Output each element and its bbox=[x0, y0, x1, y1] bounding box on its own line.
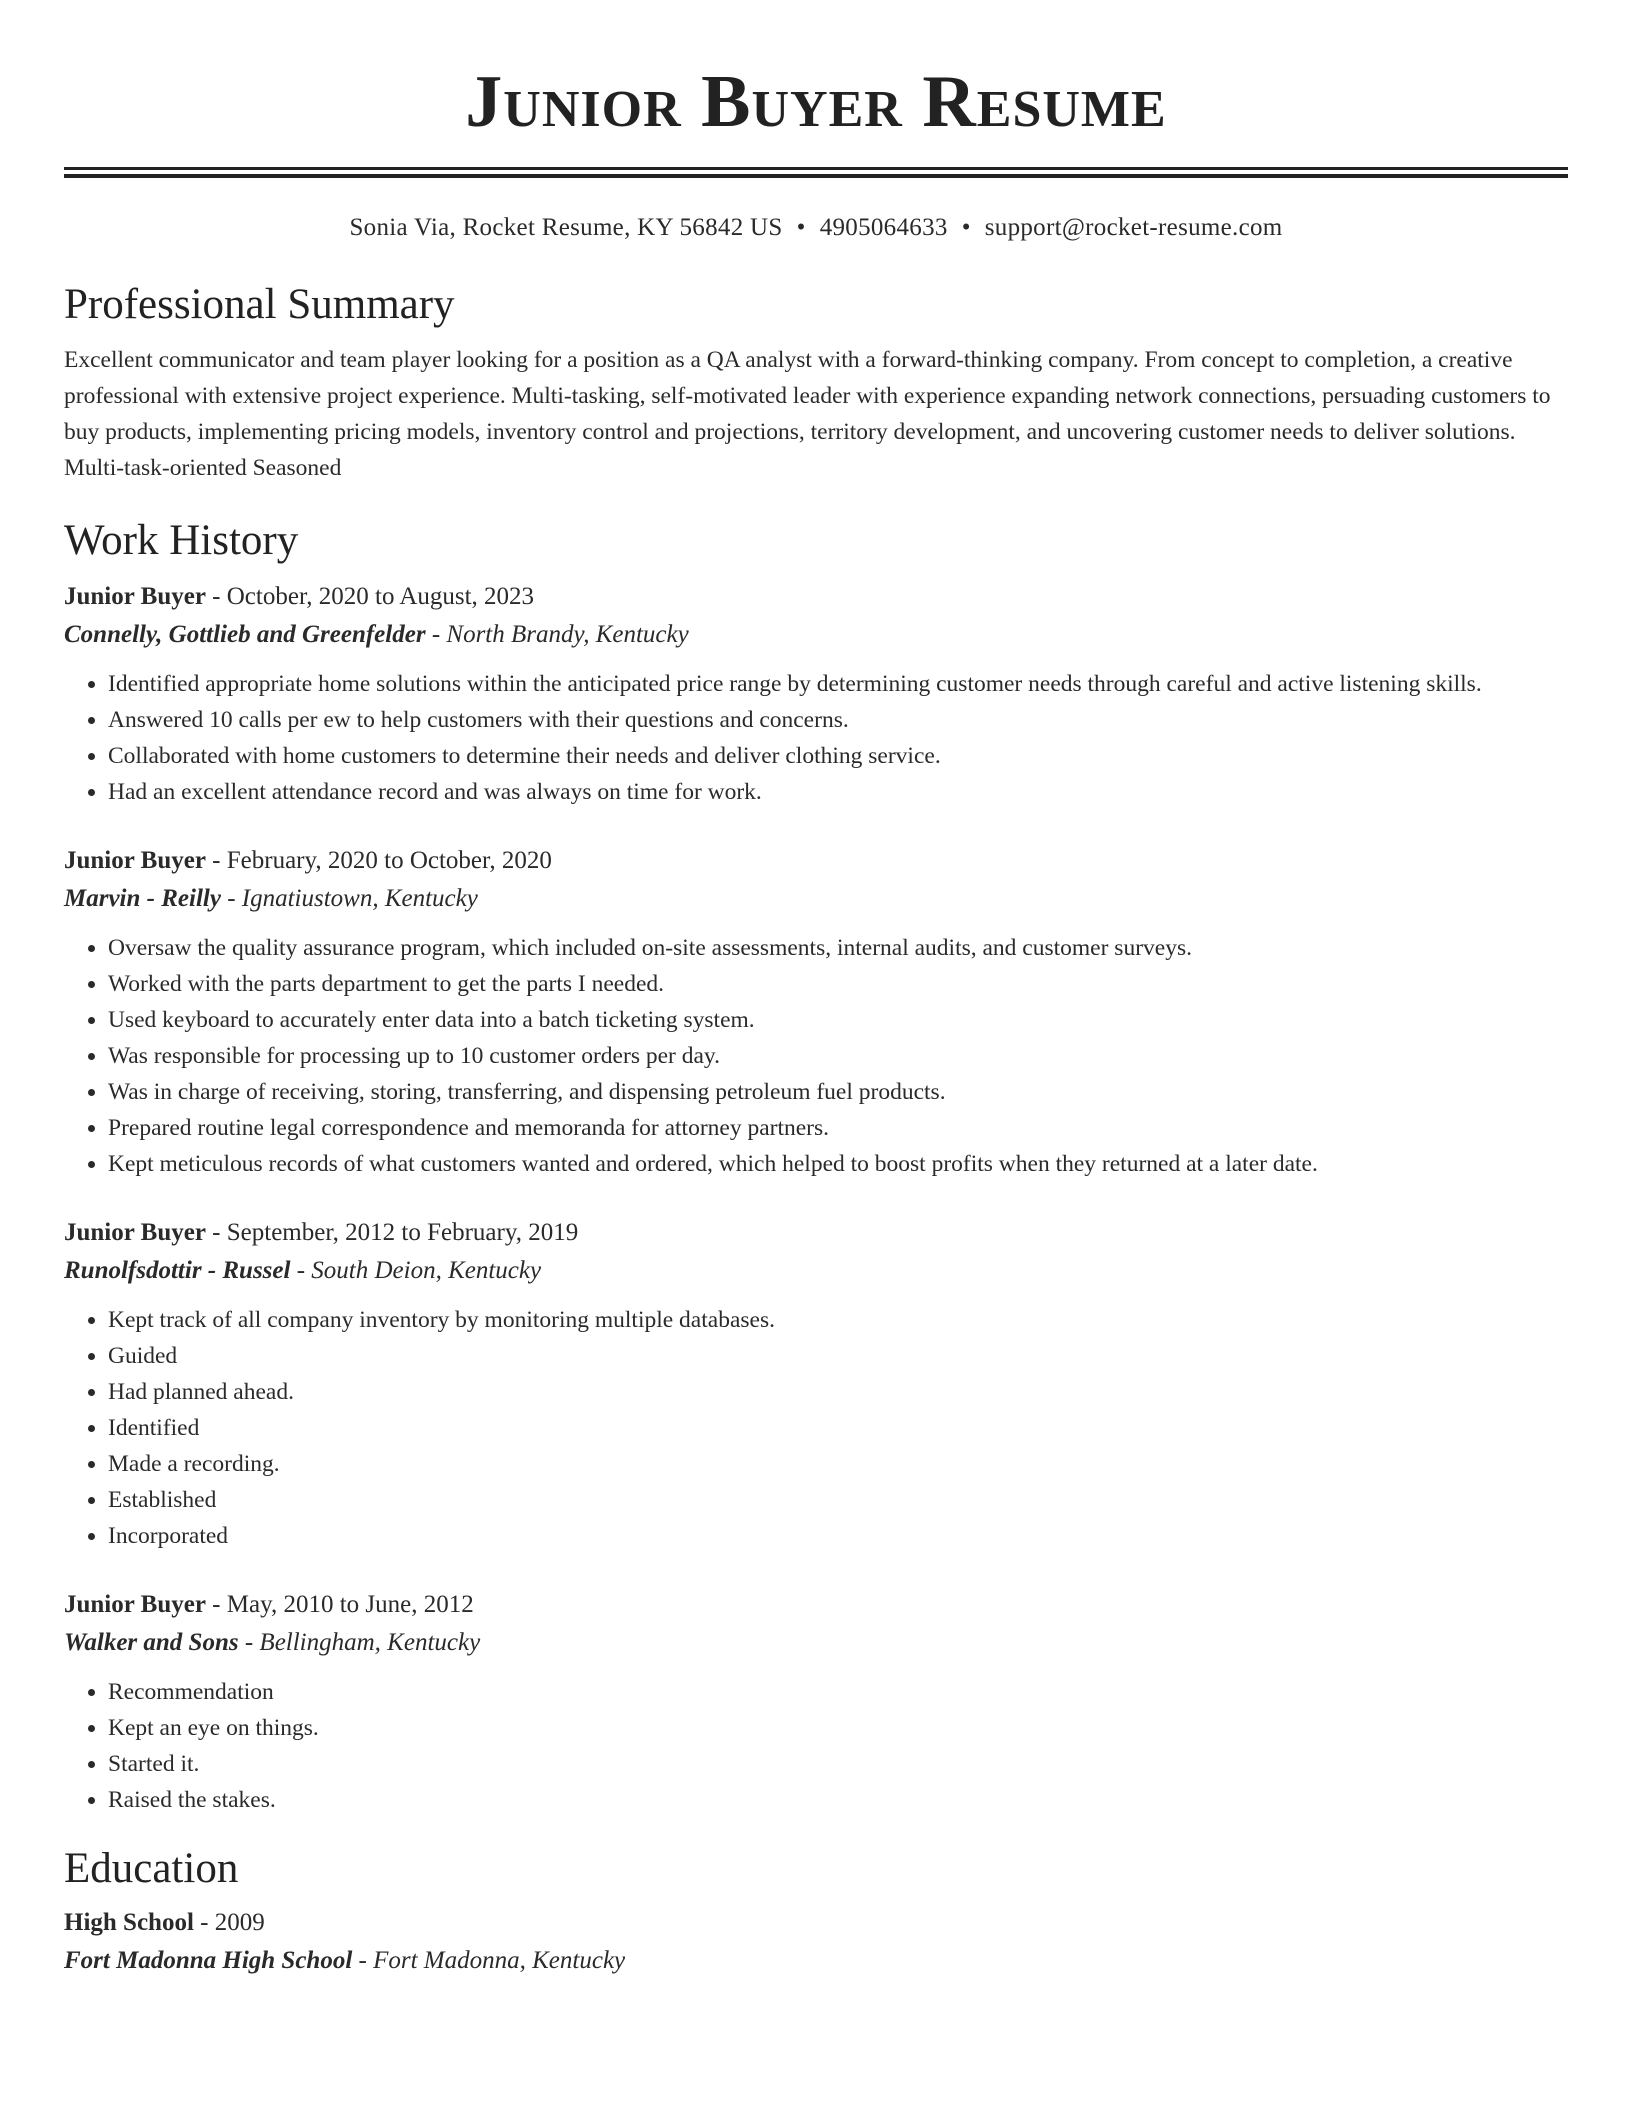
bullet-item: • Was responsible for processing up to 10 customer orders per day. bbox=[108, 1038, 1568, 1074]
job-title-line bbox=[64, 842, 1568, 880]
company-name: Connelly, Gottlieb and Greenfelder bbox=[64, 621, 426, 648]
contact-phone: 4905064633 bbox=[819, 214, 948, 241]
job-entry bbox=[64, 1214, 1568, 1554]
summary-heading: Professional Summary bbox=[64, 281, 455, 328]
bullet-item: • Answered 10 calls per ew to help customers with their questions and concerns. bbox=[108, 702, 1568, 738]
bullet-item: • Started it. bbox=[108, 1746, 1568, 1782]
company-name: Marvin - Reilly bbox=[64, 885, 221, 912]
bullet-item: • Oversaw the quality assurance program, which included on-site assessments, internal audits, and customer surveys. bbox=[108, 930, 1568, 966]
company-location: - North Brandy, Kentucky bbox=[425, 621, 689, 648]
job-title: Junior Buyer bbox=[64, 583, 206, 610]
bullet-item: • Kept meticulous records of what customers wanted and ordered, which helped to boost profits when they returned at a later date. bbox=[108, 1146, 1568, 1182]
title-rule-top bbox=[64, 167, 1568, 170]
company-location: - Ignatiustown, Kentucky bbox=[220, 885, 478, 912]
company-name: Walker and Sons bbox=[64, 1629, 239, 1656]
bullet-item: • Collaborated with home customers to determine their needs and deliver clothing service. bbox=[108, 738, 1568, 774]
bullet-item: • Incorporated bbox=[108, 1518, 1568, 1554]
company-line bbox=[64, 1252, 1568, 1290]
bullet-item: • Used keyboard to accurately enter data into a batch ticketing system. bbox=[108, 1002, 1568, 1038]
contact-email: support@rocket-resume.com bbox=[984, 214, 1283, 241]
job-bullets bbox=[64, 1674, 1568, 1818]
school-location: - Fort Madonna, Kentucky bbox=[352, 1947, 626, 1974]
bullet-item: • Recommendation bbox=[108, 1674, 1568, 1710]
contact-separator: • bbox=[961, 214, 971, 241]
bullet-item: • Worked with the parts department to get the parts I needed. bbox=[108, 966, 1568, 1002]
education-heading: Education bbox=[64, 1845, 239, 1892]
school-name: Fort Madonna High School bbox=[64, 1947, 353, 1974]
company-line bbox=[64, 1624, 1568, 1662]
job-bullets bbox=[64, 930, 1568, 1182]
bullet-item: • Made a recording. bbox=[108, 1446, 1568, 1482]
job-bullets bbox=[64, 666, 1568, 810]
degree-line bbox=[64, 1904, 1568, 1942]
bullet-item: • Had an excellent attendance record and was always on time for work. bbox=[108, 774, 1568, 810]
summary-text: Excellent communicator and team player looking for a position as a QA analyst with a forward-thinking company. From concept to completion, a creative professional with extensive project experience. Multi-tasking, self-motivated leader with experience expanding network connections, persuading customers to buy products, implementing pricing models, inventory control and projections, territory development, and uncovering customer needs to deliver solutions. Multi-task-oriented Seasoned bbox=[64, 347, 1551, 481]
bullet-item: • Raised the stakes. bbox=[108, 1782, 1568, 1818]
company-line bbox=[64, 616, 1568, 654]
company-location: - South Deion, Kentucky bbox=[290, 1257, 542, 1284]
contact-address: Sonia Via, Rocket Resume, KY 56842 US bbox=[349, 214, 783, 241]
resume-page bbox=[64, 0, 1568, 1980]
school-line bbox=[64, 1942, 1568, 1980]
job-dates: - September, 2012 to February, 2019 bbox=[205, 1219, 579, 1246]
bullet-item: • Guided bbox=[108, 1338, 1568, 1374]
contact-line bbox=[64, 212, 1568, 244]
job-dates: - May, 2010 to June, 2012 bbox=[205, 1591, 474, 1618]
graduation-year: - 2009 bbox=[193, 1909, 265, 1936]
job-title: Junior Buyer bbox=[64, 847, 206, 874]
job-entry bbox=[64, 578, 1568, 810]
job-title-line bbox=[64, 1214, 1568, 1252]
job-bullets bbox=[64, 1302, 1568, 1554]
title-rule-bottom bbox=[64, 174, 1568, 178]
job-dates: - February, 2020 to October, 2020 bbox=[205, 847, 552, 874]
job-entry bbox=[64, 1586, 1568, 1818]
job-title: Junior Buyer bbox=[64, 1219, 206, 1246]
bullet-item: • Kept an eye on things. bbox=[108, 1710, 1568, 1746]
education-entry bbox=[64, 1904, 1568, 1980]
bullet-item: • Identified appropriate home solutions within the anticipated price range by determining customer needs through careful and active listening skills. bbox=[108, 666, 1568, 702]
bullet-item: • Identified bbox=[108, 1410, 1568, 1446]
company-name: Runolfsdottir - Russel bbox=[64, 1257, 291, 1284]
bullet-item: • Was in charge of receiving, storing, transferring, and dispensing petroleum fuel products. bbox=[108, 1074, 1568, 1110]
bullet-item: • Established bbox=[108, 1482, 1568, 1518]
bullet-item: • Kept track of all company inventory by monitoring multiple databases. bbox=[108, 1302, 1568, 1338]
bullet-item: • Had planned ahead. bbox=[108, 1374, 1568, 1410]
company-location: - Bellingham, Kentucky bbox=[238, 1629, 481, 1656]
document-title: Junior Buyer Resume bbox=[465, 61, 1167, 143]
work-history-heading: Work History bbox=[64, 517, 299, 564]
job-dates: - October, 2020 to August, 2023 bbox=[205, 583, 535, 610]
bullet-item: • Prepared routine legal correspondence and memoranda for attorney partners. bbox=[108, 1110, 1568, 1146]
contact-separator: • bbox=[796, 214, 806, 241]
job-title-line bbox=[64, 578, 1568, 616]
job-entry bbox=[64, 842, 1568, 1182]
company-line bbox=[64, 880, 1568, 918]
job-title-line bbox=[64, 1586, 1568, 1624]
degree: High School bbox=[64, 1909, 194, 1936]
job-title: Junior Buyer bbox=[64, 1591, 206, 1618]
